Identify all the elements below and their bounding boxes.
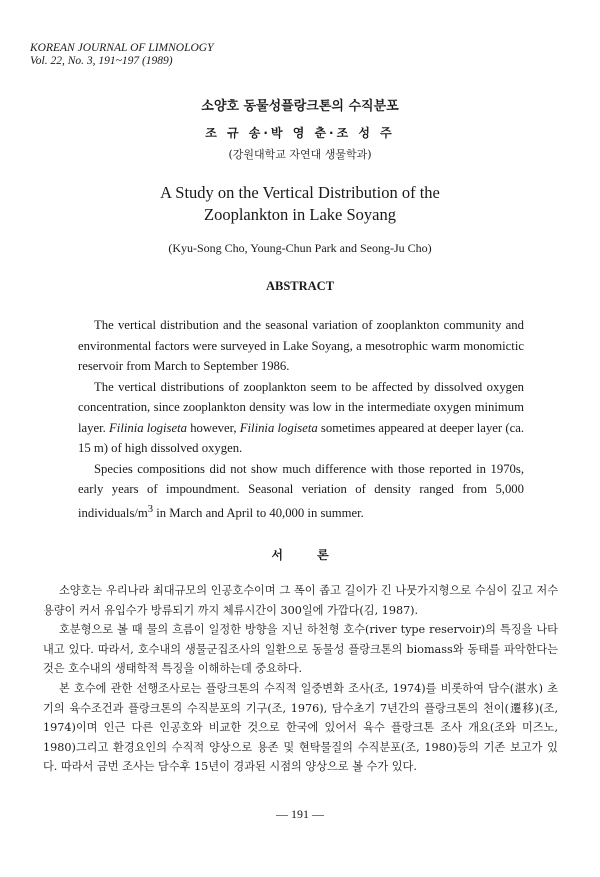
abstract-text: sometimes appeared at deeper layer (ca. 15 m) of high dissolved oxygen. (78, 420, 525, 455)
korean-affiliation: (강원대학교 자연대 생물학과) (228, 148, 372, 161)
journal-name: KOREAN JOURNAL OF LIMNOLOGY (30, 42, 214, 54)
abstract-text: Species compositions did not show much difference with those reported in 1970s, early years of impoundment. Seasonal veriation of density ranged from 5,000 individuals/m (78, 461, 524, 520)
english-title-line-2: Zooplankton in Lake Soyang (203, 205, 396, 224)
page-number: — 191 — (276, 807, 324, 821)
journal-header (30, 42, 213, 68)
abstract-text: in March and April to 40,000 in summer. (153, 505, 364, 520)
abstract-heading: ABSTRACT (265, 279, 335, 293)
english-title-line-1: A Study on the Vertical Distribution of the (160, 183, 440, 202)
english-title (0, 182, 600, 226)
korean-title: 소양호 동물성플랑크톤의 수직분포 (201, 99, 399, 114)
body-paragraph: 본 호수에 관한 선행조사로는 플랑크톤의 수직적 일중변화 조사(조, 1974)를 비롯하여 담수(湛水) 초기의 육수조건과 플랑크톤의 수직분포의 기구(조, 1976), 담수초기 7년간의 플랑크톤의 천이(遷移)(조, 1974)이며 인근 다른 인공호와 비교한 것으로 한국에 있어서 육수 플랑크톤 조사 개요(조와 미즈노, 1980)그리고 환경요인의 수직적 양상으로 용존 및 현탁물질의 수직분포(조, 1980)등의 기존 보고가 있다. 따라서 금번 조사는 담수후 15년이 경과된 시점의 양상으로 볼 수가 있다. (43, 681, 558, 774)
section-heading-introduction: 서 론 (271, 548, 329, 562)
abstract-paragraph (78, 459, 524, 524)
abstract-paragraph (78, 377, 524, 459)
abstract-text: however, (186, 420, 240, 435)
abstract-text: The vertical distributions of zooplankton seem to be affected by dissolved oxygen concentration, since zooplankton density was low in the intermediate oxygen minimum layer. (78, 379, 524, 435)
abstract-body (78, 315, 524, 523)
introduction-body (43, 581, 558, 777)
body-paragraph: 호분형으로 볼 때 물의 흐름이 일정한 방향을 지닌 하천형 호수(river type reservoir)의 특징을 나타내고 있다. 따라서, 호수내의 생물군집조사의 일환으로 동물성 플랑크톤의 biomass와 동태를 파악한다는 것은 호수내의 생태학적 특징을 이해하는데 중요하다. (43, 623, 558, 676)
english-authors: (Kyu-Song Cho, Young-Chun Park and Seong-Ju Cho) (168, 241, 432, 255)
body-paragraph: 소양호는 우리나라 최대규모의 인공호수이며 그 폭이 좁고 길이가 긴 나뭇가지형으로 수심이 깊고 저수용량이 커서 유입수가 방류되기 까지 체류시간이 300일에 가깝다(김, 1987). (43, 584, 558, 617)
korean-authors: 조 규 송·박 영 춘·조 성 주 (205, 126, 395, 140)
species-name: Filinia logiseta (239, 420, 318, 435)
species-name: Filinia logiseta (109, 420, 187, 435)
abstract-paragraph: The vertical distribution and the seasonal variation of zooplankton community and environmental factors were surveyed in Lake Soyang, a mesotrophic warm monomictic reservoir from March to September 1986. (78, 318, 524, 373)
journal-volume: Vol. 22, No. 3, 191~197 (1989) (30, 55, 173, 67)
superscript: 3 (147, 503, 154, 515)
